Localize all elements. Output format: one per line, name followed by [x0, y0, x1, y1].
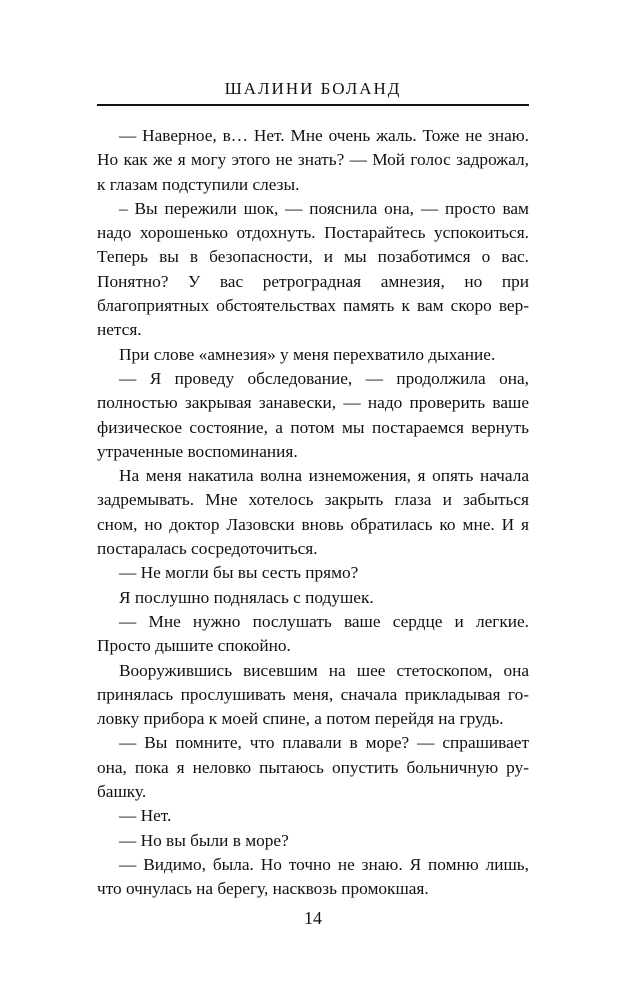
paragraph: – Вы пережили шок, — пояснила она, — просто вам надо хорошенько отдохнуть. Постарайтесь успокоиться. Теперь вы в безопасности, и мы позаботимся о вас. Понятно? У вас ретроградная амнезия, но при благоприятных обстоятельствах память к вам скоро вернется.: [97, 198, 529, 340]
paragraph: На меня накатила волна изнеможения, я опять начала задремывать. Мне хотелось закрыть глаза и забыться сном, но доктор Лазовски вновь обратилась ко мне. И я постаралась сосредоточиться.: [97, 466, 529, 559]
paragraph: — Я проведу обследование, — продолжила она, полностью закрывая занавески, — надо проверить ваше физическое состояние, а потом мы постараемся вернуть утраченные воспоминания.: [97, 368, 529, 461]
body-text: [97, 124, 529, 902]
paragraph: При слове «амнезия» у меня перехватило дыхание.: [119, 344, 496, 364]
paragraph: Вооружившись висевшим на шее стетоскопом, она принялась прослушивать меня, сначала прикладывая головку прибора к моей спине, а потом перейдя на грудь.: [97, 660, 529, 729]
paragraph: — Нет.: [119, 806, 172, 826]
paragraph: — Видимо, была. Но точно не знаю. Я помню лишь, что очнулась на берегу, насквозь промокшая.: [97, 854, 529, 899]
paragraph: — Не могли бы вы сесть прямо?: [119, 563, 359, 583]
paragraph: — Вы помните, что плавали в море? — спрашивает она, пока я неловко пытаюсь опустить больничную рубашку.: [97, 733, 529, 802]
header-rule: [97, 104, 529, 106]
paragraph: — Наверное, в… Нет. Мне очень жаль. Тоже не знаю. Но как же я могу этого не знать? — Мой голос задрожал, к глазам подступили слезы.: [97, 126, 529, 194]
book-page: [97, 0, 529, 1000]
paragraph: — Мне нужно послушать ваше сердце и легкие. Просто дышите спокойно.: [97, 611, 529, 656]
paragraph: Я послушно поднялась с подушек.: [119, 587, 374, 607]
paragraph: — Но вы были в море?: [119, 830, 289, 850]
page-number: 14: [304, 908, 322, 928]
running-head-author: ШАЛИНИ БОЛАНД: [224, 79, 402, 98]
